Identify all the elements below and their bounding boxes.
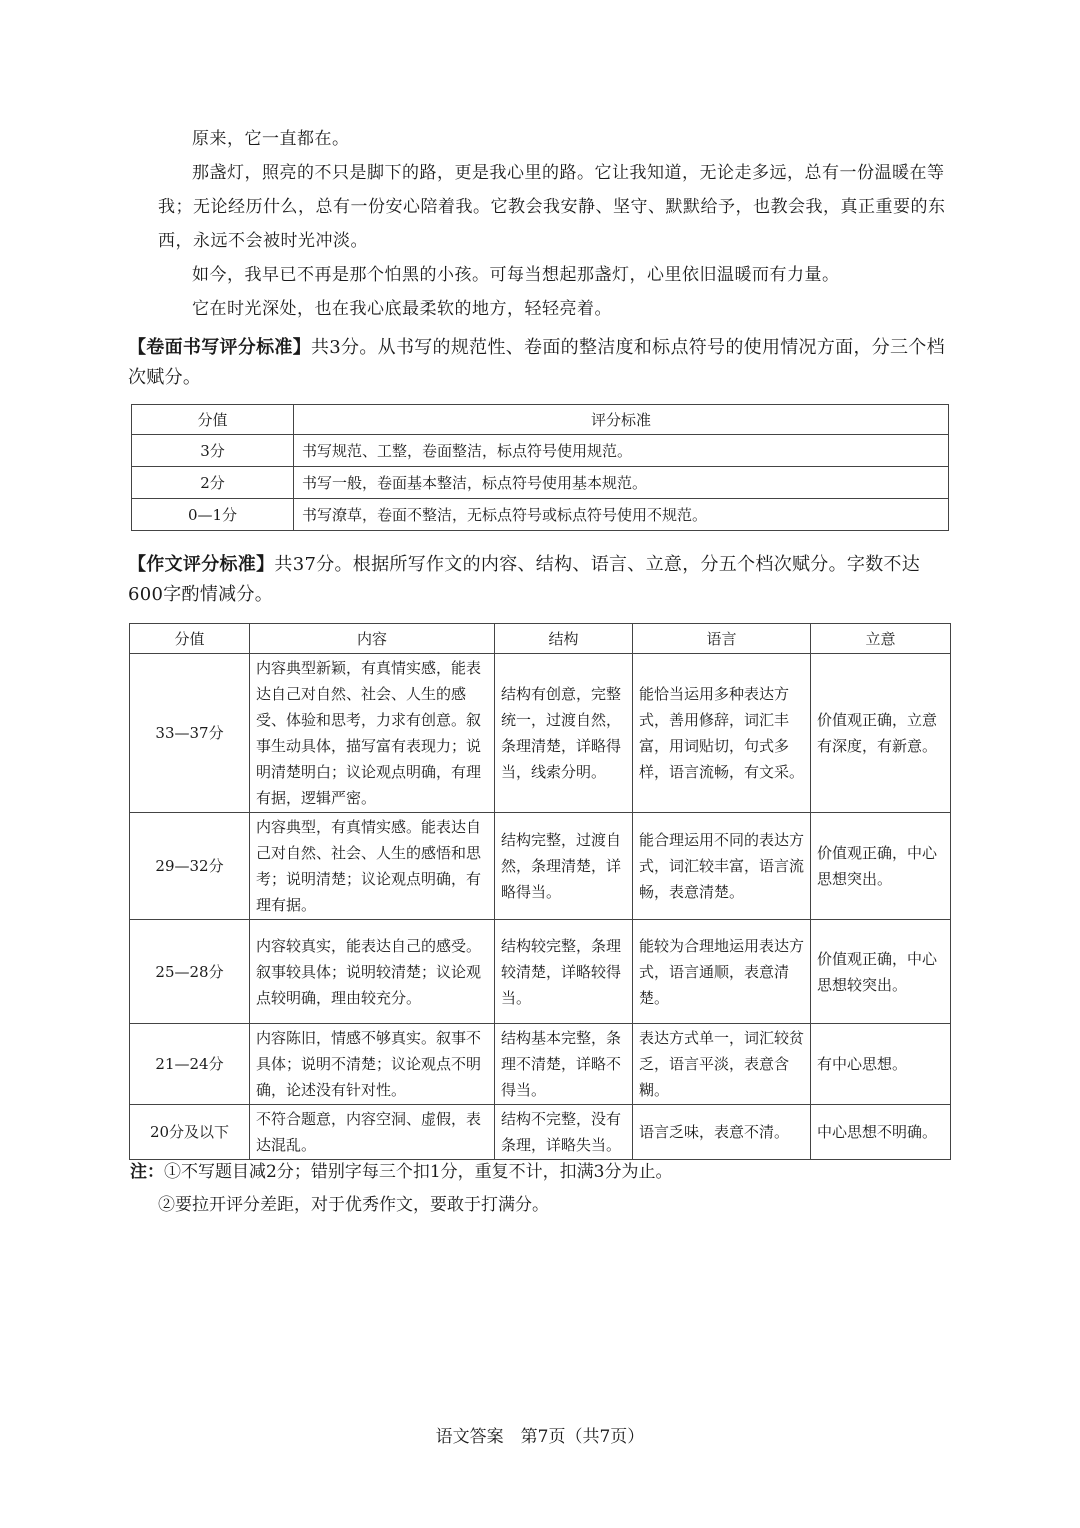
structure-cell: 结构基本完整，条理不清楚，详略不得当。	[495, 1024, 633, 1105]
essay-criteria-label: 【作文评分标准】	[128, 554, 275, 575]
essay-paragraph: 原来，它一直都在。	[192, 129, 350, 149]
language-cell: 语言乏味，表意不清。	[633, 1105, 811, 1160]
essay-paragraph: 那盏灯，照亮的不只是脚下的路，更是我心里的路。它让我知道，无论走多远，总有一份温暖在等我；无论经历什么，总有一份安心陪着我。它教会我安静、坚守、默默给予，也教会我，真正重要的东西，永远不会被时光冲淡。	[158, 163, 946, 251]
content-cell: 内容陈旧，情感不够真实。叙事不具体；说明不清楚；议论观点不明确，论述没有针对性。	[250, 1024, 495, 1105]
language-cell: 表达方式单一，词汇较贫乏，语言平淡，表意含糊。	[633, 1024, 811, 1105]
content-cell: 内容较真实，能表达自己的感受。叙事较具体；说明较清楚；议论观点较明确，理由较充分。	[250, 920, 495, 1024]
note-item	[130, 1156, 950, 1189]
table-header-row	[132, 405, 949, 435]
essay-paragraph: 它在时光深处，也在我心底最柔软的地方，轻轻亮着。	[192, 299, 612, 319]
standard-cell: 书写潦草，卷面不整洁，无标点符号或标点符号使用不规范。	[294, 499, 949, 531]
handwriting-criteria-intro	[128, 333, 954, 393]
theme-cell: 价值观正确，立意有深度，有新意。	[811, 654, 951, 813]
language-cell: 能合理运用不同的表达方式，词汇较丰富，语言流畅，表意清楚。	[633, 813, 811, 920]
score-cell: 33—37分	[130, 654, 250, 813]
score-cell: 21—24分	[130, 1024, 250, 1105]
header-content: 内容	[250, 624, 495, 654]
structure-cell: 结构较完整，条理较清楚，详略较得当。	[495, 920, 633, 1024]
table-row	[132, 467, 949, 499]
header-language: 语言	[633, 624, 811, 654]
header-standard: 评分标准	[294, 405, 949, 435]
essay-paragraph: 如今，我早已不再是那个怕黑的小孩。可每当想起那盏灯，心里依旧温暖而有力量。	[192, 265, 840, 285]
note-text: ②要拉开评分差距，对于优秀作文，要敢于打满分。	[158, 1195, 549, 1215]
note-item	[130, 1189, 950, 1222]
theme-cell: 有中心思想。	[811, 1024, 951, 1105]
header-score: 分值	[130, 624, 250, 654]
score-cell: 29—32分	[130, 813, 250, 920]
structure-cell: 结构不完整，没有条理，详略失当。	[495, 1105, 633, 1160]
table-row	[130, 654, 951, 813]
table-row	[132, 499, 949, 531]
theme-cell: 价值观正确，中心思想突出。	[811, 813, 951, 920]
table-header-row	[130, 624, 951, 654]
structure-cell: 结构有创意，完整统一，过渡自然，条理清楚，详略得当，线索分明。	[495, 654, 633, 813]
language-cell: 能较为合理地运用表达方式，语言通顺，表意清楚。	[633, 920, 811, 1024]
table-row	[130, 920, 951, 1024]
theme-cell: 价值观正确，中心思想较突出。	[811, 920, 951, 1024]
essay-criteria-text: 共37分。根据所写作文的内容、结构、语言、立意，分五个档次赋分。字数不达600字酌情减分。	[128, 554, 921, 605]
theme-cell: 中心思想不明确。	[811, 1105, 951, 1160]
scoring-notes	[130, 1156, 950, 1222]
page-footer: 语文答案 第7页（共7页）	[435, 1427, 645, 1447]
score-cell: 2分	[132, 467, 294, 499]
essay-score-table	[129, 623, 951, 1160]
table-row	[130, 1024, 951, 1105]
notes-label: 注：	[130, 1162, 164, 1182]
note-text: ①不写题目减2分；错别字每三个扣1分，重复不计，扣满3分为止。	[164, 1162, 673, 1182]
score-cell: 25—28分	[130, 920, 250, 1024]
handwriting-criteria-label: 【卷面书写评分标准】	[128, 337, 311, 358]
handwriting-score-table	[131, 404, 949, 531]
score-cell: 0—1分	[132, 499, 294, 531]
standard-cell: 书写一般，卷面基本整洁，标点符号使用基本规范。	[294, 467, 949, 499]
score-cell: 20分及以下	[130, 1105, 250, 1160]
table-row	[130, 1105, 951, 1160]
handwriting-criteria-text: 共3分。从书写的规范性、卷面的整洁度和标点符号的使用情况方面，分三个档次赋分。	[128, 337, 945, 388]
header-score: 分值	[132, 405, 294, 435]
structure-cell: 结构完整，过渡自然，条理清楚，详略得当。	[495, 813, 633, 920]
language-cell: 能恰当运用多种表达方式，善用修辞，词汇丰富，用词贴切，句式多样，语言流畅，有文采。	[633, 654, 811, 813]
table-row	[132, 435, 949, 467]
header-structure: 结构	[495, 624, 633, 654]
content-cell: 内容典型新颖，有真情实感，能表达自己对自然、社会、人生的感受、体验和思考，力求有创意。叙事生动具体，描写富有表现力；说明清楚明白；议论观点明确，有理有据，逻辑严密。	[250, 654, 495, 813]
essay-criteria-intro	[128, 550, 954, 610]
header-theme: 立意	[811, 624, 951, 654]
content-cell: 不符合题意，内容空洞、虚假，表达混乱。	[250, 1105, 495, 1160]
essay-excerpt	[158, 122, 958, 326]
content-cell: 内容典型，有真情实感。能表达自己对自然、社会、人生的感悟和思考；说明清楚；议论观点明确，有理有据。	[250, 813, 495, 920]
standard-cell: 书写规范、工整，卷面整洁，标点符号使用规范。	[294, 435, 949, 467]
score-cell: 3分	[132, 435, 294, 467]
table-row	[130, 813, 951, 920]
